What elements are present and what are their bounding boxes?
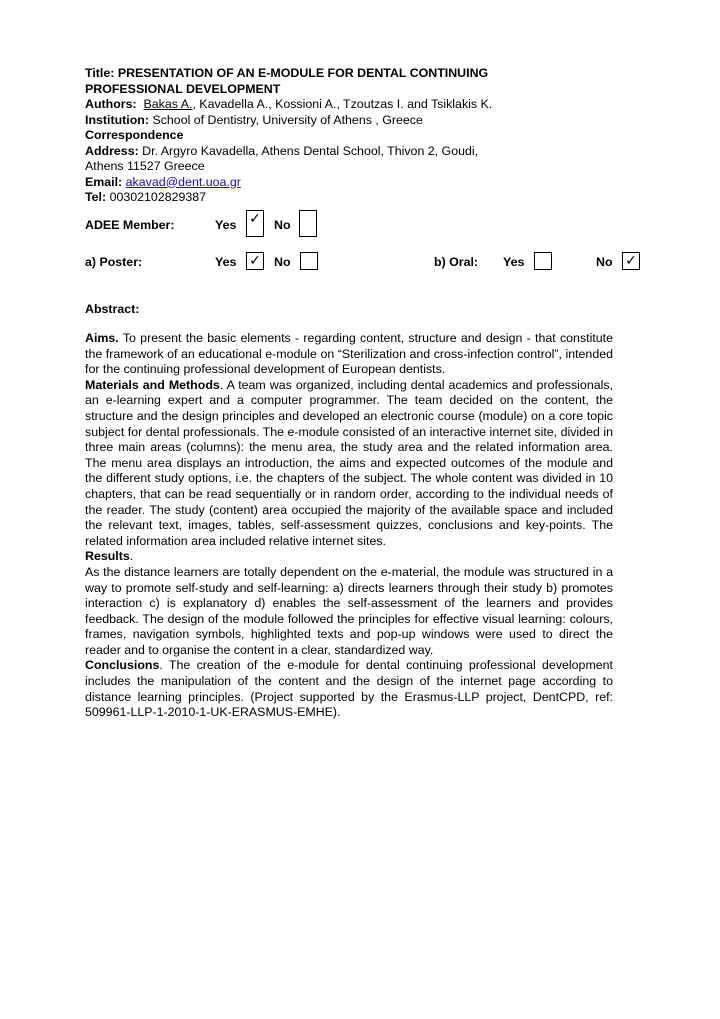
check-icon: ✓	[249, 211, 261, 227]
title-line-1: Title: PRESENTATION OF AN E-MODULE FOR DENTAL CONTINUING	[85, 66, 489, 80]
institution-line: Institution: School of Dentistry, University of Athens , Greece	[85, 112, 423, 127]
oral-yes-label: Yes	[503, 255, 525, 269]
check-icon: ✓	[625, 253, 637, 269]
oral-no-label: No	[596, 255, 613, 269]
poster-yes-label: Yes	[215, 255, 237, 269]
oral-yes-checkbox[interactable]	[534, 252, 552, 270]
presenting-author: Bakas A.	[143, 97, 193, 111]
poster-no-label: No	[274, 255, 291, 269]
adee-no-label: No	[274, 218, 291, 232]
adee-yes-label: Yes	[215, 218, 237, 232]
correspondence-heading: Correspondence	[85, 128, 184, 142]
results-paragraph: As the distance learners are totally dependent on the e-material, the module was structured in a way to promote self-study and self-learning: a) directs learners through their study b) promotes interaction c) is explanatory d) enables the self-assessment of the learners and provides feedback. The design of the module followed the principles for effective visual learning: colours, frames, navigation symbols, highlighted texts and pop-up windows were used to direct the reader and to organise the content in a clear, standardized way.	[85, 564, 613, 657]
address-line-1: Address: Dr. Argyro Kavadella, Athens Dental School, Thivon 2, Goudi,	[85, 143, 479, 158]
oral-no-checkbox[interactable]	[622, 252, 640, 270]
poster-no-checkbox[interactable]	[300, 252, 318, 270]
adee-yes-checkbox[interactable]	[246, 210, 264, 237]
adee-label: ADEE Member:	[85, 218, 175, 232]
adee-no-checkbox[interactable]	[299, 210, 317, 237]
email-link[interactable]: akavad@dent.uoa.gr	[125, 174, 241, 189]
tel-line: Tel: 00302102829387	[85, 190, 207, 204]
poster-label: a) Poster:	[85, 255, 143, 269]
abstract-heading: Abstract:	[85, 302, 140, 316]
oral-label: b) Oral:	[434, 255, 479, 269]
aims-paragraph: Aims. To present the basic elements - regarding content, structure and design - that constitute the framework of an educational e-module on “Sterilization and cross-infection control”, intended for the continuing professional development of European dentists.	[85, 331, 614, 377]
abstract-body	[85, 331, 613, 721]
poster-yes-checkbox[interactable]	[246, 252, 264, 270]
results-heading: Results.	[85, 549, 134, 564]
header-block	[85, 66, 625, 206]
check-icon: ✓	[249, 253, 261, 269]
email-line: Email: akavad@dent.uoa.gr	[85, 174, 241, 189]
authors-line: Authors: Bakas A., Kavadella A., Kossioni A., Tzoutzas I. and Tsiklakis K.	[85, 97, 493, 111]
title-line-2: PROFESSIONAL DEVELOPMENT	[85, 81, 281, 96]
address-line-2: Athens 11527 Greece	[85, 159, 205, 173]
methods-paragraph: Materials and Methods. A team was organized, including dental academics and professionals, an e-learning expert and a computer programmer. The team decided on the content, the structure and the design principles and developed an electronic course (module) on a core topic subject for dental professionals. The e-module consisted of an interactive internet site, divided in three main areas (columns): the menu area, the study area and the related information area. The menu area displays an introduction, the aims and expected outcomes of the module and the different study options, i.e. the chapters of the subject. The whole content was divided in 10 chapters, that can be read sequentially or in random order, according to the individual needs of the reader. The study (content) area occupied the majority of the available space and included the relevant text, images, tables, self-assessment quizzes, conclusions and key-points. The related information area included relative internet sites.	[85, 377, 613, 548]
conclusions-paragraph: Conclusions. The creation of the e-module for dental continuing professional development includes the manipulation of the content and the design of the internet page according to distance learning principles. (Project supported by the Erasmus-LLP project, DentCPD, ref: 509961-LLP-1-2010-1-UK-ERASMUS-EMHE).	[85, 658, 613, 720]
